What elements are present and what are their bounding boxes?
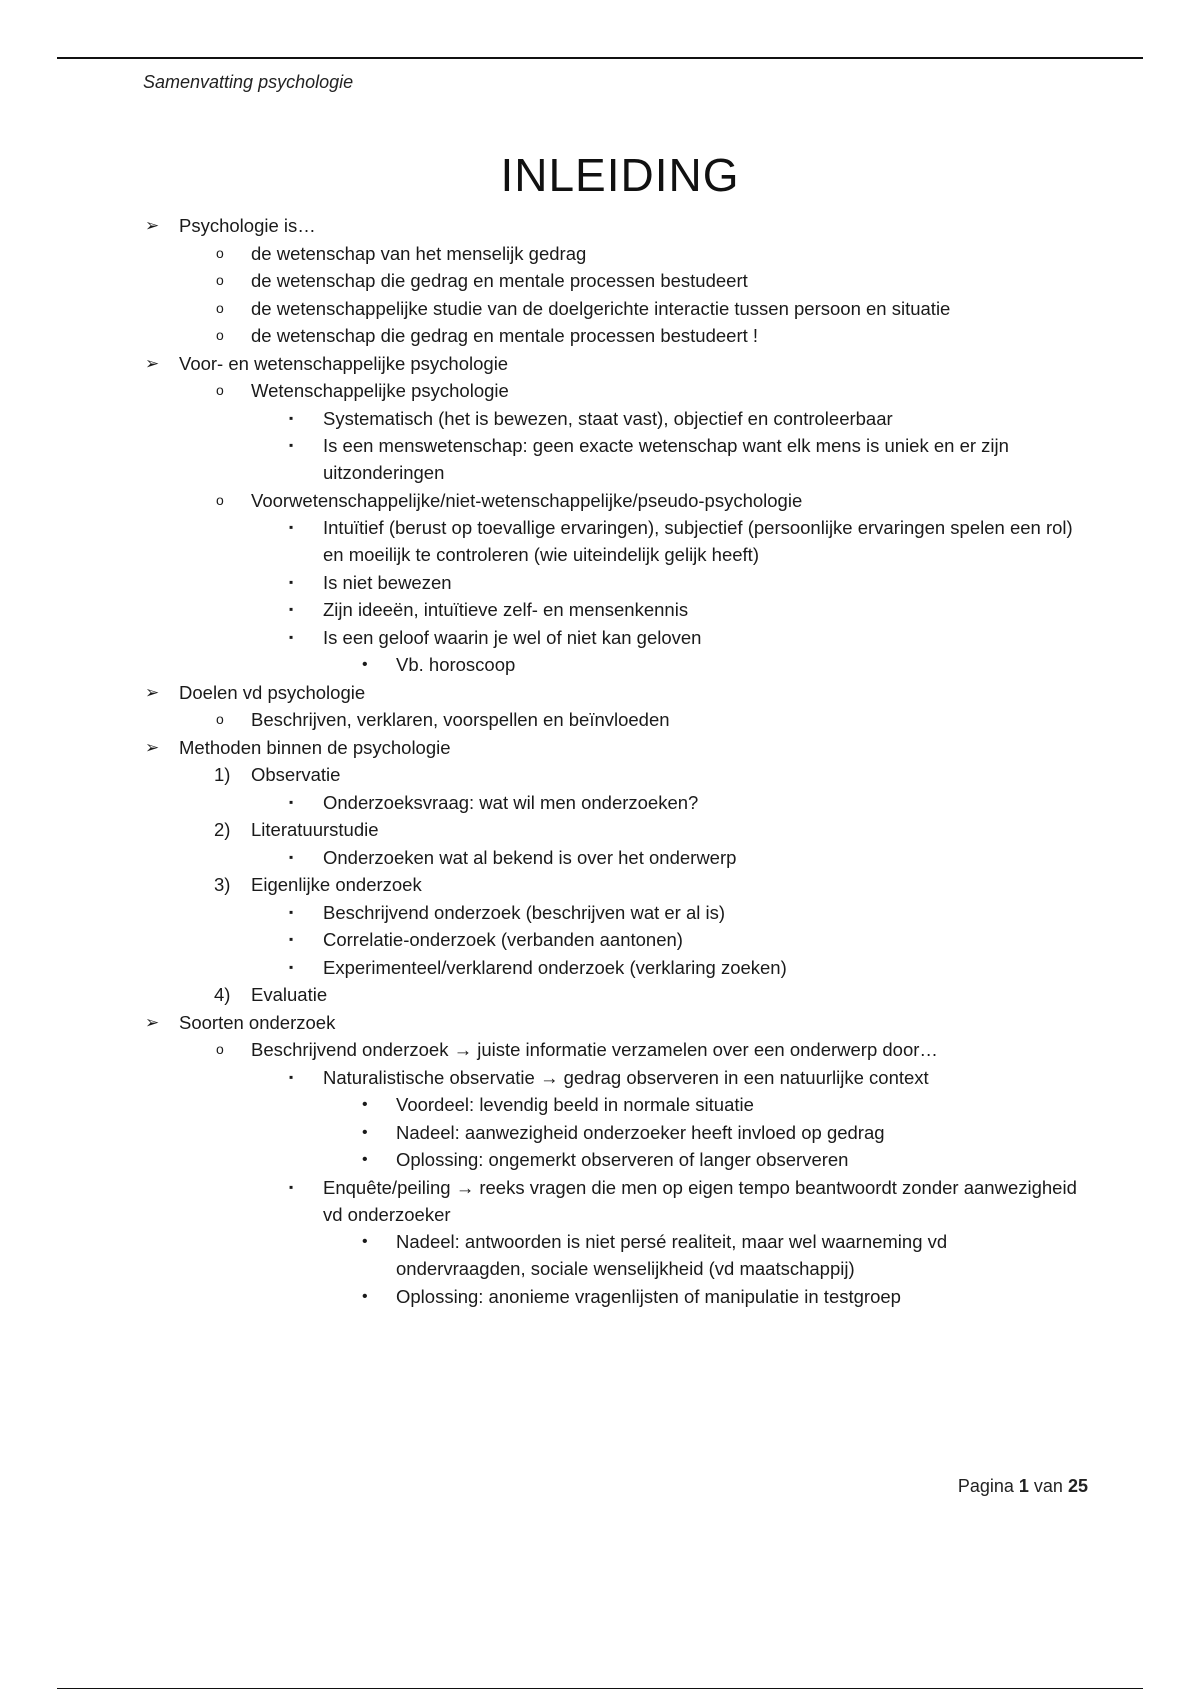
list-item-text: Doelen vd psychologie [179, 681, 366, 703]
bullet-icon: o [216, 272, 224, 288]
list-item-text: Voordeel: levendig beeld in normale situatie [396, 1094, 754, 1115]
list-item-text: Correlatie-onderzoek (verbanden aantonen) [323, 929, 683, 950]
page-number-current: 1 [1018, 1476, 1029, 1496]
list-item-text: Enquête/peiling → reeks vragen die men op eigen tempo beantwoordt zonder aanwezigheid vd onderzoeker [323, 1176, 1077, 1225]
list-item-text: Intuïtief (berust op toevallige ervaringen), subjectief (persoonlijke ervaringen spelen een rol) en moeilijk te controleren (wie uiteindelijk gelijk heeft) [323, 517, 1073, 565]
list-item-text: Nadeel: aanwezigheid onderzoeker heeft invloed op gedrag [396, 1121, 885, 1143]
list-item-text: Voor- en wetenschappelijke psychologie [179, 352, 509, 374]
list-item-text: Methoden binnen de psychologie [179, 736, 451, 758]
list-item [0, 1228, 1200, 1282]
page-number [958, 1476, 1088, 1497]
bullet-icon: • [362, 1123, 368, 1141]
footer-rule [57, 1688, 1143, 1689]
bullet-icon: ▪ [289, 520, 294, 534]
list-item [0, 871, 1200, 898]
list-number: 4) [214, 984, 231, 1005]
bullet-icon: ▪ [289, 602, 294, 616]
list-item [0, 405, 1200, 432]
bullet-icon: ▪ [289, 1069, 294, 1084]
bullet-icon: ▪ [289, 1179, 294, 1194]
bullet-icon: ▪ [289, 574, 294, 589]
bullet-icon: ➢ [145, 216, 160, 235]
list-item [0, 679, 1200, 706]
list-item-text: de wetenschap van het menselijk gedrag [251, 242, 587, 264]
bullet-icon: o [216, 327, 224, 343]
list-item [0, 844, 1200, 871]
list-item-text: Beschrijvend onderzoek (beschrijven wat er al is) [323, 901, 726, 923]
bullet-icon: • [362, 1096, 368, 1113]
document-header-title: Samenvatting psychologie [143, 72, 354, 92]
list-item [0, 1146, 1200, 1173]
bullet-icon: ➢ [145, 682, 160, 702]
list-item-text: Systematisch (het is bewezen, staat vast), objectief en controleerbaar [323, 407, 893, 429]
bullet-icon: ▪ [289, 849, 294, 864]
list-item-text: Onderzoeksvraag: wat wil men onderzoeken? [323, 791, 699, 813]
outline-list [0, 212, 1200, 1310]
bullet-icon: • [362, 1233, 368, 1250]
list-item [0, 295, 1200, 322]
list-item-text: Psychologie is… [179, 215, 316, 236]
bullet-icon: o [216, 244, 224, 261]
page-number-middle: van [1033, 1476, 1063, 1496]
list-item-text: de wetenschappelijke studie van de doelgerichte interactie tussen persoon en situatie [251, 297, 951, 319]
list-item-text: Experimenteel/verklarend onderzoek (verklaring zoeken) [323, 956, 787, 978]
list-item-text: de wetenschap die gedrag en mentale processen bestudeert [251, 270, 748, 291]
bullet-icon: ▪ [289, 629, 294, 644]
bullet-icon: ➢ [145, 1012, 160, 1032]
list-item-text: Beschrijven, verklaren, voorspellen en beïnvloeden [251, 709, 670, 730]
bullet-icon: • [362, 1151, 368, 1168]
list-item [0, 899, 1200, 926]
list-item-text: Observatie [251, 764, 341, 785]
list-item [0, 212, 1200, 239]
list-item [0, 596, 1200, 623]
bullet-icon: ▪ [289, 438, 294, 452]
list-item [0, 734, 1200, 761]
list-item [0, 569, 1200, 596]
bullet-icon: ▪ [289, 959, 294, 974]
bullet-icon: ▪ [289, 794, 294, 809]
bullet-icon: o [216, 491, 224, 508]
list-item [0, 377, 1200, 404]
bullet-icon: • [362, 1287, 368, 1305]
list-item-text: Onderzoeken wat al bekend is over het onderwerp [323, 846, 737, 868]
bullet-icon: ▪ [289, 904, 294, 919]
list-item [0, 432, 1200, 486]
list-item [0, 761, 1200, 788]
bullet-icon: o [216, 382, 224, 398]
list-item [0, 1283, 1200, 1310]
list-item-text: Naturalistische observatie → gedrag observeren in een natuurlijke context [323, 1066, 929, 1088]
bullet-icon: ➢ [145, 353, 160, 373]
list-number: 2) [214, 819, 231, 840]
list-item [0, 624, 1200, 651]
bullet-icon: o [216, 1041, 224, 1057]
list-item [0, 651, 1200, 678]
list-item-text: Soorten onderzoek [179, 1011, 336, 1033]
page-number-prefix: Pagina [957, 1476, 1014, 1496]
list-item [0, 487, 1200, 514]
list-item [0, 926, 1200, 953]
list-item [0, 1036, 1200, 1063]
list-item [0, 350, 1200, 377]
list-item-text: Oplossing: anonieme vragenlijsten of manipulatie in testgroep [396, 1285, 901, 1307]
list-item-text: Zijn ideeën, intuïtieve zelf- en mensenkennis [323, 599, 689, 620]
list-item [0, 1091, 1200, 1118]
bullet-icon: ▪ [289, 932, 294, 946]
list-item [0, 240, 1200, 267]
list-item-text: Wetenschappelijke psychologie [251, 380, 509, 401]
list-item [0, 789, 1200, 816]
list-item [0, 706, 1200, 733]
list-item [0, 1009, 1200, 1036]
list-item [0, 1119, 1200, 1146]
page-number-total: 25 [1067, 1476, 1088, 1496]
list-number: 1) [214, 764, 231, 785]
list-item-text: Is een menswetenschap: geen exacte wetenschap want elk mens is uniek en er zijn uitzonderingen [323, 435, 1009, 483]
list-item-text: Nadeel: antwoorden is niet persé realiteit, maar wel waarneming vd ondervraagden, sociale wenselijkheid (vd maatschappij) [396, 1231, 948, 1279]
list-number: 3) [214, 874, 231, 895]
list-item-text: Is een geloof waarin je wel of niet kan geloven [323, 626, 702, 648]
list-item [0, 267, 1200, 294]
list-item [0, 981, 1200, 1008]
bullet-icon: ▪ [289, 410, 294, 425]
list-item-text: Oplossing: ongemerkt observeren of langer observeren [396, 1149, 849, 1170]
list-item-text: Literatuurstudie [251, 819, 379, 840]
list-item-text: Voorwetenschappelijke/niet-wetenschappelijke/pseudo-psychologie [251, 489, 803, 511]
list-item [0, 1064, 1200, 1091]
list-item [0, 954, 1200, 981]
page-title: INLEIDING [500, 149, 740, 201]
list-item-text: de wetenschap die gedrag en mentale processen bestudeert ! [251, 325, 759, 346]
bullet-icon: ➢ [145, 737, 160, 757]
bullet-icon: o [216, 299, 224, 316]
bullet-icon: • [362, 656, 368, 673]
bullet-icon: o [216, 711, 224, 727]
list-item-text: Evaluatie [251, 984, 328, 1005]
list-item [0, 514, 1200, 568]
list-item-text: Eigenlijke onderzoek [251, 874, 422, 895]
list-item [0, 816, 1200, 843]
list-item-text: Is niet bewezen [323, 571, 452, 593]
list-item [0, 322, 1200, 349]
list-item-text: Vb. horoscoop [396, 654, 516, 675]
header-rule [57, 57, 1143, 59]
list-item [0, 1174, 1200, 1228]
list-item-text: Beschrijvend onderzoek → juiste informatie verzamelen over een onderwerp door… [251, 1039, 938, 1060]
